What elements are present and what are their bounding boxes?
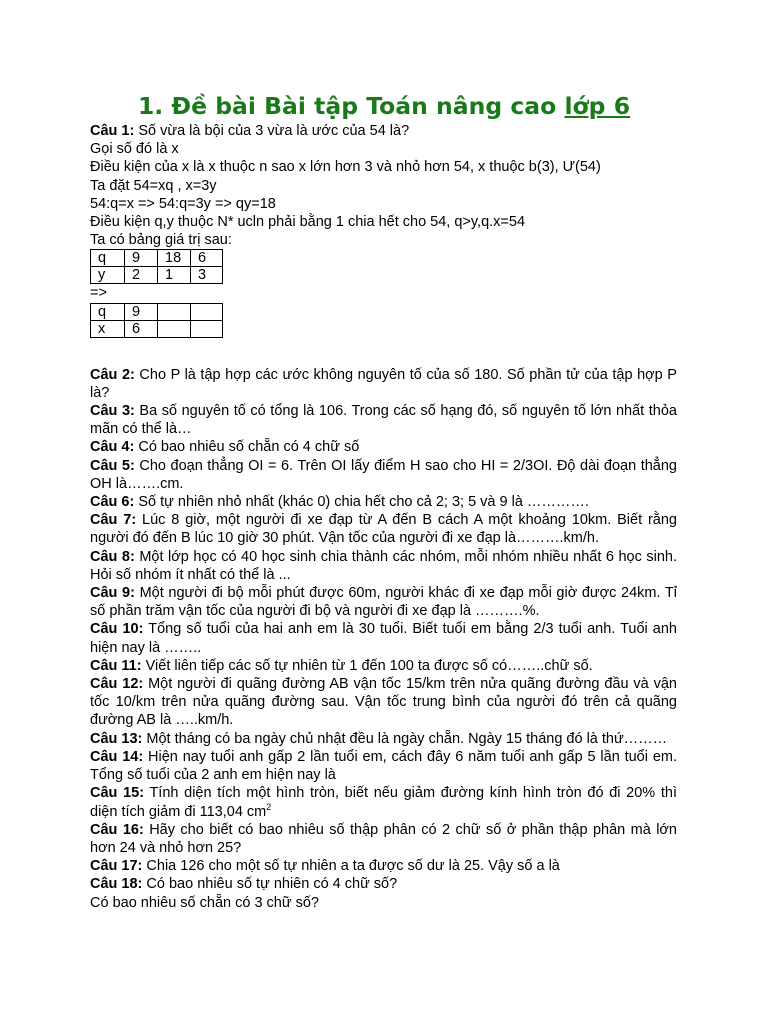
question-text: Ba số nguyên tố có tổng là 106. Trong các số hạng đó, số nguyên tố lớn nhất thỏa mãn có thể là…	[90, 403, 677, 438]
table-cell: 3	[191, 267, 223, 284]
question-label: Câu 18:	[90, 876, 143, 893]
question-text: Một tháng có ba ngày chủ nhật đều là ngày chẵn. Ngày 15 tháng đó là thứ………	[142, 730, 668, 747]
solution-line: Ta đặt 54=xq , x=3y	[90, 177, 217, 194]
values-table-qx	[90, 303, 223, 338]
table-cell: x	[91, 320, 125, 337]
question-text: Một người đi bộ mỗi phút được 60m, người khác đi xe đạp mỗi giờ được 24km. Tỉ số phần trăm vận tốc của người đi bộ và người đi xe đạp là ……….%.	[90, 585, 677, 620]
question-8	[90, 548, 677, 584]
table-cell: 6	[191, 250, 223, 267]
question-1	[90, 122, 677, 140]
table-row	[91, 303, 223, 320]
spacer	[90, 338, 677, 366]
table-cell: 9	[125, 250, 158, 267]
table-cell: y	[91, 267, 125, 284]
question-label: Câu 6:	[90, 494, 135, 511]
question-label: Câu 5:	[90, 457, 135, 474]
solution-line: Điều kiện q,y thuộc N* ucln phải bằng 1 chia hết cho 54, q>y,q.x=54	[90, 214, 526, 231]
question-11	[90, 657, 677, 675]
question-label: Câu 7:	[90, 512, 137, 529]
question-9	[90, 584, 677, 620]
question-text: Có bao nhiêu số tự nhiên có 4 chữ số?	[142, 876, 398, 893]
question-label: Câu 16:	[90, 821, 144, 838]
question-2	[90, 366, 677, 402]
question-3	[90, 402, 677, 438]
question-14	[90, 748, 677, 784]
solution-line: Gọi số đó là x	[90, 141, 179, 158]
question-text: Hãy cho biết có bao nhiêu số thập phân có 2 chữ số ở phần thập phân mà lớn hơn 24 và nhỏ hơn 25?	[90, 821, 677, 856]
solution-line: 54:q=x => 54:q=3y => qy=18	[90, 195, 276, 212]
values-table-qy	[90, 249, 223, 284]
document-body	[90, 122, 677, 912]
table-cell: 6	[125, 320, 158, 337]
question-text: Số vừa là bội của 3 vừa là ước của 54 là?	[134, 123, 410, 139]
title-link[interactable]: lớp 6	[564, 92, 631, 120]
question-16	[90, 821, 677, 857]
question-label: Câu 9:	[90, 585, 135, 602]
table-cell: q	[91, 303, 125, 320]
table-row	[91, 267, 223, 284]
page-title	[0, 92, 768, 120]
question-label: Câu 12:	[90, 676, 144, 693]
question-label: Câu 10:	[90, 621, 144, 638]
table-cell: 2	[125, 267, 158, 284]
table-cell: 1	[158, 267, 191, 284]
table-cell	[191, 303, 223, 320]
question-label: Câu 11:	[90, 657, 142, 674]
superscript: 2	[266, 801, 272, 812]
solution-line: Điều kiện của x là x thuộc n sao x lớn hơn 3 và nhỏ hơn 54, x thuộc b(3), Ư(54)	[90, 159, 601, 176]
question-label: Câu 2:	[90, 366, 135, 383]
table-cell	[158, 320, 191, 337]
question-text: Cho P là tập hợp các ước không nguyên tố của số 180. Số phần tử của tập hợp P là?	[90, 366, 677, 401]
table-row	[91, 320, 223, 337]
question-5	[90, 457, 677, 493]
question-text: Lúc 8 giờ, một người đi xe đạp từ A đến B cách A một khoảng 10km. Biết rằng người đó đến B lúc 10 giờ 30 phút. Vận tốc của người đi xe đạp là……….km/h.	[90, 512, 677, 547]
question-label: Câu 15:	[90, 785, 145, 802]
question-text: Có bao nhiêu số chẵn có 4 chữ số	[134, 439, 360, 456]
question-label: Câu 17:	[90, 858, 143, 875]
question-text: Một người đi quãng đường AB vận tốc 15/km trên nửa quãng đường đầu và vận tốc 10/km trên nửa quãng đường sau. Vận tốc trung bình của người đó trên cả quãng đường AB là …..km/h.	[90, 676, 677, 729]
question-text: Số tự nhiên nhỏ nhất (khác 0) chia hết cho cả 2; 3; 5 và 9 là ………….	[134, 494, 589, 511]
question-10	[90, 620, 677, 656]
question-13	[90, 730, 677, 748]
question-text: Viết liên tiếp các số tự nhiên từ 1 đến 100 ta được số có……..chữ số.	[141, 657, 593, 674]
question-15	[90, 784, 677, 820]
table-cell	[191, 320, 223, 337]
solution-line: Ta có bảng giá trị sau:	[90, 232, 232, 249]
question-text: Tổng số tuổi của hai anh em là 30 tuổi. Biết tuổi em bằng 2/3 tuổi anh. Tuổi anh hiện nay là ……..	[90, 621, 677, 656]
table-row	[91, 250, 223, 267]
question-7	[90, 511, 677, 547]
question-12	[90, 675, 677, 730]
question-label: Câu 4:	[90, 439, 135, 456]
table-cell: q	[91, 250, 125, 267]
question-label: Câu 13:	[90, 730, 143, 747]
question-label: Câu 1:	[90, 123, 135, 139]
question-label: Câu 14:	[90, 748, 144, 765]
table-cell	[158, 303, 191, 320]
question-label: Câu 8:	[90, 548, 135, 565]
title-main: 1. Đề bài Bài tập Toán nâng cao	[137, 92, 565, 120]
question-text: Chia 126 cho một số tự nhiên a ta được số dư là 25. Vậy số a là	[142, 858, 560, 875]
table-cell: 18	[158, 250, 191, 267]
question-text: Hiện nay tuổi anh gấp 2 lần tuổi em, cách đây 6 năm tuổi anh gấp 5 lần tuổi em. Tổng số tuổi của 2 anh em hiện nay là	[90, 748, 677, 784]
question-17	[90, 857, 677, 875]
question-label: Câu 3:	[90, 403, 135, 420]
implies-arrow: =>	[90, 285, 107, 302]
question-18	[90, 875, 677, 893]
question-text: Cho đoạn thẳng OI = 6. Trên OI lấy điểm H sao cho HI = 2/3OI. Độ dài đoạn thẳng OH là…….cm.	[90, 457, 677, 492]
question-text: Tính diện tích một hình tròn, biết nếu giảm đường kính hình tròn đó đi 20% thì diện tích giảm đi 113,04 cm	[90, 785, 677, 820]
question-4	[90, 438, 677, 456]
closing-question: Có bao nhiêu số chẵn có 3 chữ số?	[90, 894, 319, 911]
table-cell: 9	[125, 303, 158, 320]
question-text: Một lớp học có 40 học sinh chia thành các nhóm, mỗi nhóm nhiều nhất 6 học sinh. Hỏi số nhóm ít nhất có thể là ...	[90, 548, 677, 583]
question-6	[90, 493, 677, 511]
